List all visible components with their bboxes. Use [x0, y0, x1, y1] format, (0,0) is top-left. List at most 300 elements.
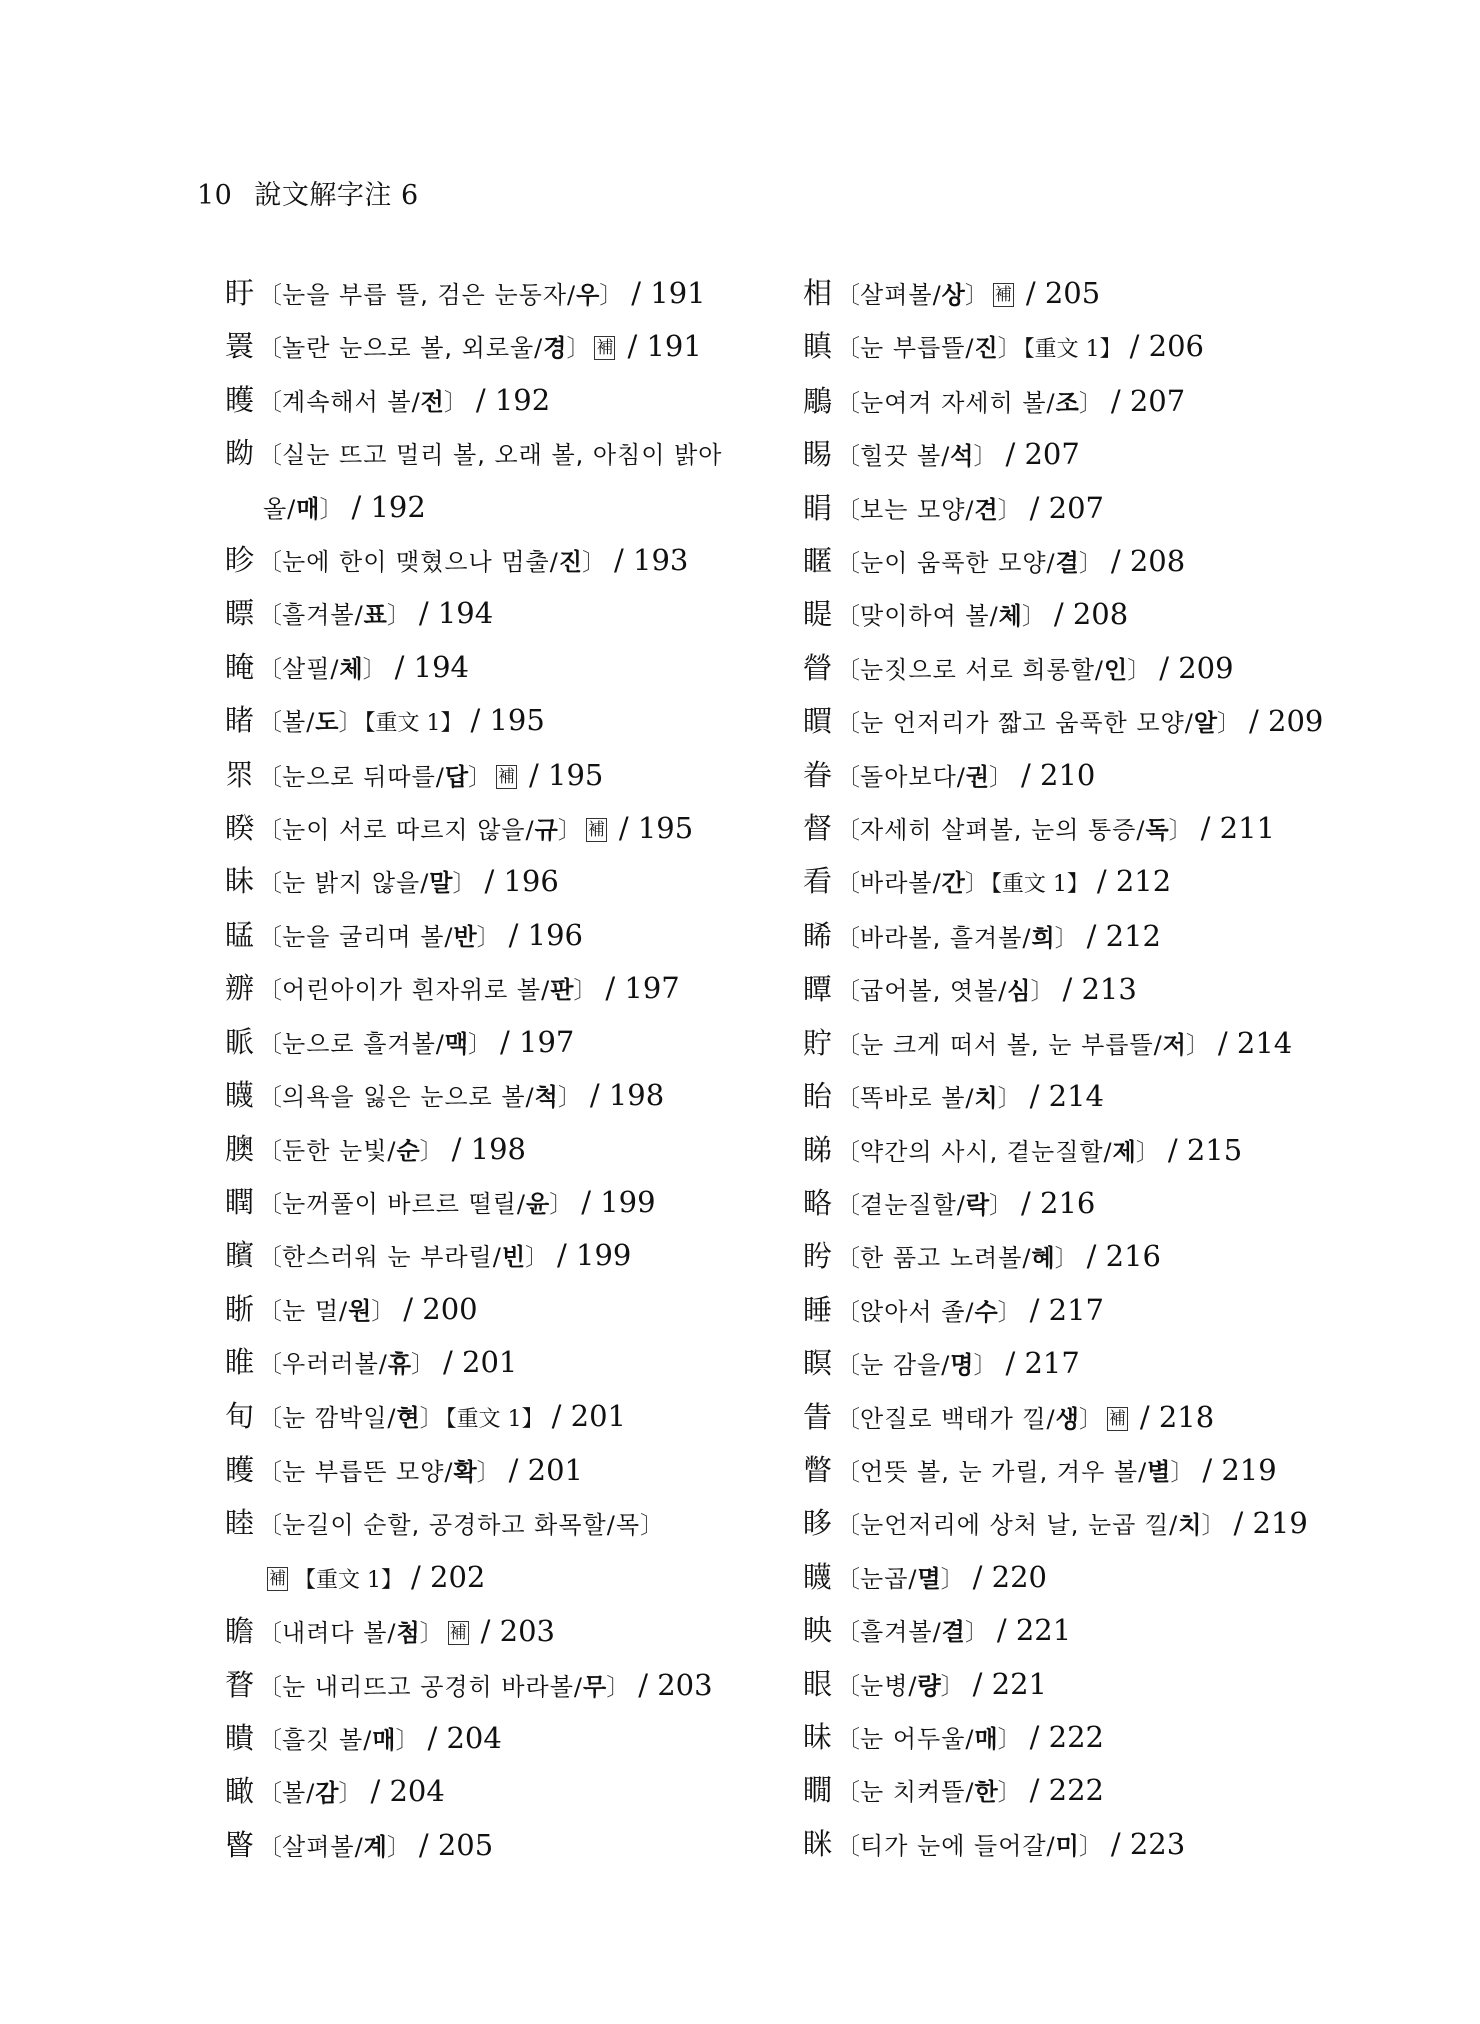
entry-reading: 빈	[501, 1243, 526, 1272]
bracket-close: 〕	[338, 1779, 363, 1808]
bracket-open: 〔	[258, 1619, 283, 1648]
bracket-close: 〕	[997, 1297, 1022, 1326]
page-reference: / 217	[1029, 1292, 1104, 1327]
bracket-open: 〔	[258, 1457, 283, 1486]
page-reference: / 191	[627, 329, 702, 364]
bracket-open: 〔	[258, 1403, 283, 1432]
index-entry	[803, 429, 1413, 482]
bracket-close: 〕	[1078, 1404, 1103, 1433]
entry-character: 䁅	[225, 917, 255, 952]
bracket-open: 〔	[258, 548, 283, 577]
bracket-open: 〔	[836, 1618, 861, 1647]
entry-reading: 첨	[396, 1619, 420, 1648]
bracket-close: 〕	[386, 1832, 411, 1861]
entry-reading: 계	[363, 1832, 387, 1861]
index-entry	[225, 910, 835, 963]
page-reference: / 223	[1110, 1826, 1186, 1861]
entry-gloss: 안질로 백태가 낄/	[860, 1404, 1056, 1433]
entry-reading: 윤	[526, 1189, 550, 1218]
entry-gloss: 계속해서 볼/	[282, 387, 421, 416]
page-reference: / 191	[631, 276, 706, 310]
page-reference: / 215	[1167, 1132, 1243, 1167]
entry-reading: 휴	[387, 1350, 412, 1379]
entry-gloss: 실눈 뜨고 멀리 볼, 오래 볼, 아침이 밝아	[282, 441, 723, 470]
page-reference: / 222	[1029, 1773, 1104, 1808]
index-column-left	[225, 268, 835, 1873]
index-entry	[803, 321, 1413, 375]
bracket-open: 〔	[836, 1030, 861, 1059]
entry-character: 眔	[225, 757, 255, 792]
entry-gloss: 맞이하여 볼/	[860, 602, 999, 631]
page-reference: / 206	[1129, 329, 1204, 364]
entry-character: 瞰	[225, 1774, 255, 1809]
entry-character: 眏	[803, 1613, 833, 1648]
bracket-close: 〕	[964, 869, 989, 898]
entry-character: 䁥	[803, 544, 833, 579]
bracket-open: 〔	[836, 1671, 861, 1700]
entry-reading: 진	[558, 548, 583, 577]
bracket-close: 〕	[997, 1084, 1022, 1113]
index-entry	[225, 963, 835, 1016]
index-entry	[803, 643, 1413, 696]
bracket-open: 〔	[836, 1351, 861, 1380]
bracket-close: 〕	[419, 1136, 444, 1165]
page-reference: / 221	[972, 1666, 1048, 1701]
bracket-open: 〔	[258, 1083, 283, 1112]
bracket-close: 〕	[973, 442, 998, 471]
index-entry	[803, 1178, 1413, 1231]
bracket-open: 〔	[836, 1137, 861, 1166]
entry-gloss: 눈짓으로 서로 희롱할/	[860, 655, 1105, 684]
entry-character: 瞤	[225, 1184, 255, 1219]
entry-gloss: 눈을 굴리며 볼/	[282, 922, 454, 951]
bracket-close: 〕	[549, 1189, 574, 1218]
page-reference: / 192	[475, 382, 551, 417]
index-entry	[803, 589, 1413, 642]
bracket-close: 〕	[973, 1351, 998, 1380]
bracket-open: 〔	[836, 602, 861, 631]
page-reference: / 201	[443, 1345, 518, 1380]
entry-character: 䀿	[225, 1291, 255, 1326]
page-reference: / 207	[1005, 437, 1080, 472]
bracket-close: 〕	[557, 1083, 582, 1112]
entry-reading: 현	[396, 1403, 420, 1432]
bracket-open: 〔	[836, 1564, 861, 1593]
entry-reading: 치	[974, 1084, 998, 1113]
supplement-mark: 補	[1108, 1408, 1126, 1429]
entry-character: 辧	[225, 971, 255, 1006]
bracket-close: 〕	[411, 1350, 436, 1379]
entry-gloss: 앉아서 졸/	[860, 1297, 975, 1326]
index-entry	[803, 964, 1413, 1017]
entry-gloss: 눈 감을/	[860, 1351, 951, 1380]
entry-gloss: 눈병/	[860, 1671, 918, 1700]
running-head	[197, 173, 419, 212]
bracket-close: 〕	[371, 1296, 396, 1325]
index-entry	[225, 428, 835, 535]
index-entry	[225, 856, 835, 909]
index-entry	[803, 1712, 1413, 1765]
bracket-close: 〕	[940, 1564, 965, 1593]
page-reference: / 207	[1029, 490, 1104, 525]
entry-gloss: 눈 내리뜨고 공경히 바라볼/	[282, 1672, 584, 1701]
index-entry	[225, 375, 835, 428]
entry-character: 䐿	[225, 1131, 255, 1166]
page-reference: / 203	[638, 1667, 713, 1702]
bracket-open: 〔	[258, 1243, 283, 1272]
entry-character: 看	[803, 864, 833, 899]
entry-character: 睹	[225, 703, 255, 738]
entry-gloss: 어린아이가 흰자위로 볼/	[282, 976, 551, 1005]
entry-reading: 견	[974, 495, 998, 524]
bracket-close: 〕	[1170, 1457, 1195, 1486]
entry-reading: 미	[1055, 1831, 1079, 1860]
page-reference: / 214	[1217, 1025, 1293, 1060]
entry-character: 睽	[225, 811, 255, 846]
entry-character: 眽	[225, 1024, 255, 1059]
entry-gloss: 눈길이 순할, 공경하고 화목할/목	[282, 1511, 641, 1540]
index-entry	[225, 1820, 835, 1873]
entry-gloss: 한 품고 노려볼/	[860, 1244, 1032, 1273]
bracket-close: 〕	[1185, 1030, 1210, 1059]
bracket-close: 〕	[468, 762, 493, 791]
page-reference: / 207	[1110, 383, 1186, 418]
bracket-open: 〔	[258, 1672, 283, 1701]
entry-gloss: 눈이 움푹한 모양/	[860, 549, 1056, 578]
entry-gloss: 볼/	[282, 708, 316, 737]
bracket-open: 〔	[836, 977, 861, 1006]
entry-reading: 석	[950, 442, 974, 471]
entry-gloss: 눈꺼풀이 바르르 떨릴/	[282, 1189, 527, 1218]
entry-reading: 진	[974, 334, 998, 363]
bracket-close: 〕	[1030, 977, 1055, 1006]
entry-reading: 멸	[917, 1564, 941, 1593]
bracket-open: 〔	[258, 1029, 283, 1058]
index-entry	[225, 1391, 835, 1445]
index-entry	[225, 1230, 835, 1283]
bracket-open: 〔	[836, 1084, 861, 1113]
entry-reading: 규	[534, 816, 558, 845]
entry-gloss: 티가 눈에 들어갈/	[860, 1831, 1056, 1860]
entry-reading: 결	[941, 1618, 965, 1647]
entry-character: 眼	[803, 1666, 833, 1701]
index-entry	[225, 1017, 835, 1070]
entry-character: 瞥	[803, 1452, 833, 1487]
bracket-open: 〔	[836, 1244, 861, 1273]
entry-character: 矆	[225, 382, 255, 417]
entry-reading: 권	[965, 762, 990, 791]
bracket-open: 〔	[258, 1779, 283, 1808]
page-reference: / 208	[1110, 544, 1186, 579]
entry-gloss: 눈여겨 자세히 볼/	[860, 388, 1056, 417]
bracket-close: 〕	[1078, 388, 1103, 417]
entry-character: 眛	[225, 864, 255, 899]
entry-reading: 알	[1193, 709, 1218, 738]
bracket-close: 〕	[1078, 1831, 1103, 1860]
entry-reading: 생	[1055, 1404, 1079, 1433]
variant-count: 【重文 1】	[364, 711, 463, 737]
bracket-close: 〕	[1078, 549, 1103, 578]
entry-gloss: 약간의 사시, 곁눈질할/	[860, 1137, 1113, 1166]
index-entry	[225, 1177, 835, 1230]
entry-continuation	[225, 482, 835, 535]
bracket-open: 〔	[836, 549, 861, 578]
entry-gloss: 내려다 볼/	[282, 1619, 397, 1648]
index-entry	[803, 376, 1413, 429]
bracket-close: 〕	[362, 654, 387, 683]
index-entry	[803, 1231, 1413, 1284]
index-entry	[803, 1659, 1413, 1712]
page-reference: / 195	[529, 757, 604, 792]
page-reference: / 205	[418, 1827, 494, 1862]
page-reference: / 192	[351, 489, 426, 524]
bracket-close: 〕	[1021, 602, 1046, 631]
page-reference: / 212	[1086, 918, 1161, 953]
page-reference: / 197	[500, 1024, 575, 1059]
index-entry	[225, 1498, 835, 1606]
supplement-mark: 補	[498, 766, 516, 787]
entry-reading: 매	[974, 1724, 998, 1753]
index-entry	[225, 1070, 835, 1123]
page-reference: / 204	[427, 1720, 502, 1755]
bracket-open: 〔	[258, 1189, 283, 1218]
bracket-open: 〔	[836, 442, 861, 471]
entry-reading: 희	[1031, 923, 1055, 952]
index-entry	[803, 1125, 1413, 1178]
bracket-close: 〕	[964, 281, 989, 309]
entry-gloss: 눈 깜박일/	[282, 1403, 397, 1432]
bracket-close: 〕	[557, 816, 582, 845]
entry-reading: 한	[974, 1778, 998, 1807]
index-entry	[225, 1713, 835, 1766]
entry-character: 旬	[225, 1398, 255, 1433]
bracket-close: 〕	[476, 1457, 501, 1486]
entry-gloss: 눈이 서로 따르지 않을/	[282, 816, 535, 845]
page-reference: / 221	[996, 1613, 1072, 1648]
bracket-open: 〔	[836, 816, 861, 845]
bracket-close: 〕	[338, 708, 363, 737]
entry-gloss: 자세히 살펴볼, 눈의 통증/	[860, 816, 1146, 845]
page-reference: / 210	[1021, 757, 1096, 792]
entry-gloss: 살펴볼/	[860, 281, 942, 309]
variant-count: 【重文 1】	[990, 872, 1089, 898]
entry-character: 睯	[225, 1827, 255, 1862]
bracket-close: 〕	[997, 334, 1022, 363]
entry-character: 睗	[803, 437, 833, 472]
bracket-open: 〔	[258, 1511, 283, 1540]
bracket-open: 〔	[836, 1724, 861, 1753]
entry-character: 矉	[225, 1238, 255, 1273]
index-entry	[803, 1552, 1413, 1605]
bracket-close: 〕	[566, 334, 591, 363]
entry-gloss: 곁눈질할/	[860, 1190, 966, 1219]
entry-reading: 답	[444, 762, 469, 791]
page-reference: / 214	[1029, 1079, 1104, 1114]
bracket-close: 〕	[940, 1671, 965, 1700]
bracket-close: 〕	[964, 1618, 989, 1647]
entry-reading: 체	[998, 602, 1022, 631]
entry-reading: 결	[1055, 549, 1079, 578]
entry-character: 盻	[803, 1239, 833, 1274]
index-entry	[803, 1071, 1413, 1124]
index-entry	[803, 268, 1413, 321]
index-entry	[225, 642, 835, 695]
entry-character: 䁾	[225, 1078, 255, 1113]
entry-gloss: 눈 밝지 않을/	[282, 869, 430, 898]
index-entry	[803, 1392, 1413, 1445]
entry-gloss: 둔한 눈빛/	[282, 1136, 397, 1165]
bracket-close: 〕	[395, 1725, 420, 1754]
entry-reading: 간	[941, 869, 965, 898]
entry-reading: 원	[348, 1296, 372, 1325]
bracket-open: 〔	[258, 762, 283, 791]
entry-reading: 우	[576, 281, 600, 309]
page-reference: / 220	[972, 1559, 1048, 1594]
bracket-close: 〕	[989, 1190, 1014, 1219]
entry-character: 瞶	[225, 1720, 255, 1755]
bracket-open: 〔	[836, 762, 861, 791]
page-reference: / 193	[614, 543, 689, 578]
page-reference: / 201	[551, 1398, 626, 1433]
bracket-open: 〔	[836, 1297, 861, 1326]
entry-character: 眚	[803, 1399, 833, 1434]
bracket-close: 〕	[606, 1672, 631, 1701]
page-reference: / 195	[618, 811, 694, 846]
page-reference: / 216	[1021, 1185, 1096, 1220]
entry-reading: 도	[315, 708, 339, 737]
entry-gloss: 눈을 부릅 뜰, 검은 눈동자/	[282, 281, 577, 309]
entry-reading: 상	[941, 281, 965, 309]
bracket-close: 〕	[1054, 923, 1079, 952]
entry-gloss: 살펴볼/	[282, 1832, 364, 1861]
entry-gloss: 눈언저리에 상처 날, 눈곱 낄/	[860, 1511, 1179, 1540]
entry-character: 瞀	[225, 1667, 255, 1702]
bracket-close: 〕	[525, 1243, 550, 1272]
bracket-close: 〕	[1135, 1137, 1160, 1166]
index-entry	[803, 911, 1413, 964]
bracket-close: 〕	[468, 1029, 493, 1058]
index-column-right	[803, 268, 1413, 1872]
index-entry	[803, 1445, 1413, 1498]
supplement-mark: 補	[269, 1568, 286, 1589]
bracket-open: 〔	[258, 654, 283, 683]
entry-character: 睢	[225, 1345, 255, 1380]
bracket-open: 〔	[258, 387, 283, 416]
bracket-open: 〔	[836, 495, 861, 524]
index-entry	[803, 1285, 1413, 1338]
bracket-open: 〔	[258, 869, 283, 898]
entry-character: 瞑	[803, 1346, 833, 1381]
bracket-close: 〕	[1168, 816, 1193, 845]
entry-reading: 독	[1145, 816, 1169, 845]
bracket-open: 〔	[836, 923, 861, 952]
bracket-open: 〔	[836, 1404, 861, 1433]
entry-character: 䁲	[803, 704, 833, 739]
entry-character: 睇	[803, 1132, 833, 1167]
bracket-open: 〔	[258, 601, 283, 630]
bracket-open: 〔	[836, 709, 861, 738]
bracket-open: 〔	[258, 334, 283, 363]
entry-reading: 제	[1112, 1137, 1136, 1166]
entry-reading: 수	[974, 1297, 998, 1326]
bracket-close: 〕	[997, 1778, 1022, 1807]
entry-gloss: 눈 크게 떠서 볼, 눈 부릅뜰/	[860, 1030, 1163, 1059]
bracket-close: 〕	[419, 1619, 444, 1648]
page-reference: / 196	[484, 864, 559, 899]
bracket-open: 〔	[258, 816, 283, 845]
entry-gloss: 눈 멀/	[282, 1296, 349, 1325]
index-entry	[225, 1124, 835, 1177]
entry-reading: 치	[1178, 1511, 1202, 1540]
index-entry	[225, 321, 835, 374]
entry-continuation	[225, 1552, 835, 1606]
entry-character: 相	[803, 276, 833, 310]
bracket-close: 〕	[443, 387, 468, 416]
entry-gloss: 눈에 한이 맺혔으나 멈출/	[282, 548, 559, 577]
entry-reading: 확	[453, 1457, 477, 1486]
entry-gloss: 흘겨볼/	[282, 601, 364, 630]
index-entry	[803, 1765, 1413, 1818]
bracket-open: 〔	[836, 655, 861, 684]
entry-gloss: 눈 부릅뜰/	[860, 334, 975, 363]
index-entry	[225, 1445, 835, 1498]
entry-reading: 반	[453, 922, 477, 951]
bracket-close: 〕	[1127, 655, 1152, 684]
entry-gloss: 돌아보다/	[860, 762, 966, 791]
entry-gloss: 우러러볼/	[282, 1350, 388, 1379]
page-number: 10	[197, 180, 233, 211]
page-reference: / 213	[1062, 972, 1137, 1007]
page-reference: / 218	[1139, 1399, 1215, 1434]
entry-character: 眷	[803, 757, 833, 792]
bracket-close: 〕	[997, 1724, 1022, 1753]
entry-character: 眑	[225, 436, 255, 471]
entry-character: 矆	[225, 1452, 255, 1487]
page-reference: / 194	[418, 596, 494, 631]
bracket-open: 〔	[258, 1350, 283, 1379]
bracket-close: 〕	[1201, 1511, 1226, 1540]
page-reference: / 209	[1249, 704, 1324, 739]
entry-character: 睎	[803, 918, 833, 953]
entry-character: 眯	[803, 1826, 833, 1861]
entry-reading: 락	[965, 1190, 990, 1219]
entry-character: 鵰	[803, 383, 833, 418]
index-entry	[803, 1498, 1413, 1551]
entry-gloss: 눈으로 흘겨볼/	[282, 1029, 445, 1058]
entry-gloss: 바라볼/	[860, 869, 942, 898]
index-entry	[803, 483, 1413, 536]
bracket-open: 〔	[258, 281, 283, 309]
page-reference: / 202	[411, 1559, 486, 1594]
index-entry	[803, 1338, 1413, 1391]
bracket-close: 〕	[476, 922, 501, 951]
bracket-open: 〔	[836, 1831, 861, 1860]
index-entry	[803, 696, 1413, 749]
index-entry	[225, 1606, 835, 1659]
page-reference: / 200	[403, 1291, 478, 1326]
entry-reading: 매	[296, 494, 320, 523]
bracket-open: 〔	[836, 334, 861, 363]
page-reference: / 222	[1029, 1719, 1104, 1754]
entry-gloss: 살필/	[282, 654, 340, 683]
entry-gloss: 눈 언저리가 짧고 움푹한 모양/	[860, 709, 1194, 738]
page-reference: / 219	[1233, 1506, 1308, 1541]
entry-gloss: 흘깃 볼/	[282, 1725, 373, 1754]
entry-character: 睼	[803, 597, 833, 632]
entry-gloss: 눈으로 뒤따를/	[282, 762, 445, 791]
index-entry	[225, 1337, 835, 1390]
index-entry	[225, 588, 835, 641]
